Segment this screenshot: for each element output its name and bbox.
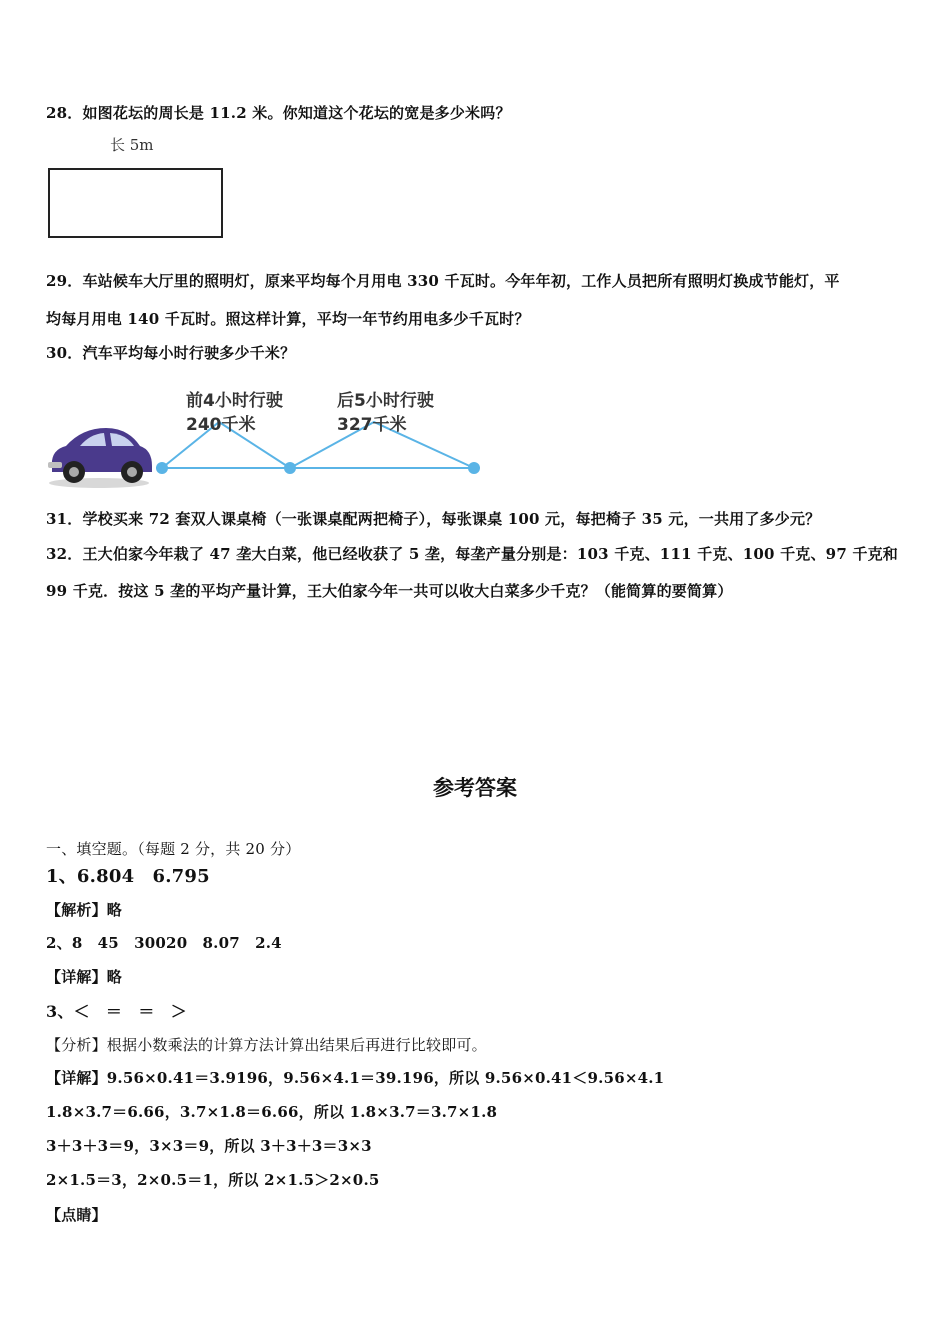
car-icon — [48, 428, 152, 488]
first-leg-label-line-1: 前4小时行驶 — [186, 391, 283, 411]
answer-1: 1、6.804 6.795 — [46, 866, 210, 887]
answer-3: 3、＜ ＝ ＝ ＞ — [46, 1002, 187, 1021]
answer-1-note: 【解析】略 — [46, 901, 123, 919]
answer-3-tip: 【点睛】 — [46, 1206, 107, 1224]
route-point-start — [156, 462, 168, 474]
answer-2: 2、8 45 30020 8.07 2.4 — [46, 934, 282, 952]
answer-3-detail-3: 3＋3＋3＝9，3×3＝9，所以 3＋3＋3＝3×3 — [46, 1137, 372, 1155]
question-31: 31．学校买来 72 套双人课桌椅（一张课桌配两把椅子），每张课桌 100 元，每把椅子 35 元，一共用了多少元？ — [46, 510, 821, 528]
question-32-line-1: 32．王大伯家今年栽了 47 垄大白菜，他已经收获了 5 垄，每垄产量分别是：103 千克、111 千克、100 千克、97 千克和 — [46, 545, 898, 563]
route-point-end — [468, 462, 480, 474]
question-30: 30．汽车平均每小时行驶多少千米？ — [46, 344, 296, 362]
answers-title: 参考答案 — [433, 775, 517, 800]
answer-3-detail-4: 2×1.5＝3，2×0.5＝1，所以 2×1.5＞2×0.5 — [46, 1171, 380, 1189]
answers-section-1-heading: 一、填空题。（每题 2 分，共 20 分） — [46, 840, 301, 858]
question-28: 28．如图花坛的周长是 11.2 米。你知道这个花坛的宽是多少米吗？ — [46, 104, 511, 122]
second-leg-label-line-2: 327千米 — [337, 415, 407, 435]
answer-2-note: 【详解】略 — [46, 968, 123, 986]
question-29-line-1: 29．车站候车大厅里的照明灯，原来平均每个月用电 330 千瓦时。今年年初，工作人员把所有照明灯换成节能灯，平 — [46, 272, 840, 290]
flowerbed-length-label: 长 5m — [110, 136, 154, 154]
question-29-line-2: 均每月用电 140 千瓦时。照这样计算，平均一年节约用电多少千瓦时？ — [46, 310, 530, 328]
answer-3-detail-2: 1.8×3.7＝6.66，3.7×1.8＝6.66，所以 1.8×3.7＝3.7×1.8 — [46, 1103, 498, 1121]
answer-3-detail-1: 【详解】9.56×0.41＝3.9196，9.56×4.1＝39.196，所以 9.56×0.41＜9.56×4.1 — [46, 1069, 665, 1087]
first-leg-label-line-2: 240千米 — [186, 415, 256, 435]
answer-3-analysis: 【分析】根据小数乘法的计算方法计算出结果后再进行比较即可。 — [46, 1036, 487, 1054]
route-point-middle — [284, 462, 296, 474]
car-trip-figure — [44, 380, 494, 490]
question-32-line-2: 99 千克．按这 5 垄的平均产量计算，王大伯家今年一共可以收大白菜多少千克？（能简算的要简算） — [46, 582, 733, 600]
second-leg-label-line-1: 后5小时行驶 — [337, 391, 434, 411]
flowerbed-rectangle — [48, 168, 223, 238]
